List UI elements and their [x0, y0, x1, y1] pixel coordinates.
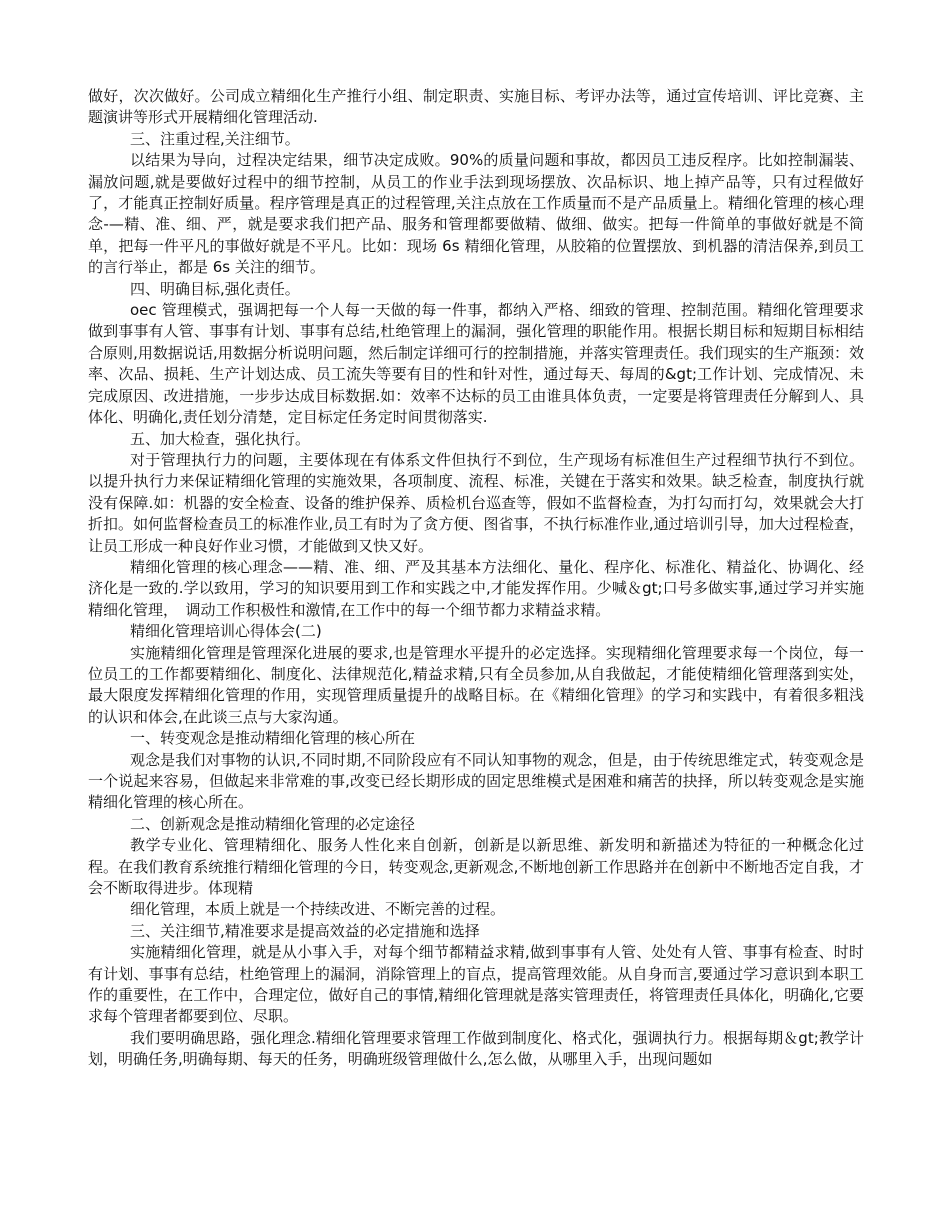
body-paragraph: 教学专业化、管理精细化、服务人性化来自创新，创新是以新思维、新发明和新描述为特征的一种概念化过程。在我们教育系统推行精细化管理的今日，转变观念,更新观念,不断地创新工作思路并在创新中不断地否定自我，才会不断取得进步。体现精 [88, 836, 864, 898]
paragraph-continuation: 做好，次次做好。公司成立精细化生产推行小组、制定职责、实施目标、考评办法等，通过宣传培训、评比竞赛、主题演讲等形式开展精细化管理活动. [88, 87, 864, 127]
body-paragraph: 我们要明确思路，强化理念.精细化管理要求管理工作做到制度化、格式化，强调执行力。根据每期＆gt;教学计划，明确任务,明确每期、每天的任务，明确班级管理做什么,怎么做，从哪里入手，出现问题如 [88, 1028, 864, 1069]
document-subtitle: 精细化管理培训心得体会(二) [130, 622, 322, 641]
section-heading: 四、明确目标,强化责任。 [130, 279, 300, 298]
section-heading: 三、关注细节,精准要求是提高效益的必定措施和选择 [130, 921, 480, 940]
body-paragraph: 对于管理执行力的问题，主要体现在有体系文件但执行不到位，生产现场有标准但生产过程细节执行不到位。以提升执行力来保证精细化管理的实施效果，各项制度、流程、标准，关键在于落实和效果。缺乏检查，制度执行就没有保障.如：机器的安全检查、设备的维护保养、质检机台巡查等，假如不监督检查，为打勾而打勾，效果就会大打折扣。如何监督检查员工的标准作业,员工有时为了贪方便、图省事，不执行标准作业,通过培训引导，加大过程检查，让员工形成一种良好作业习惯，才能做到又快又好。 [88, 450, 864, 555]
document-page [88, 86, 864, 1071]
body-paragraph: 精细化管理的核心理念——精、准、细、严及其基本方法细化、量化、程序化、标准化、精益化、协调化、经济化是一致的.学以致用，学习的知识要用到工作和实践之中,才能发挥作用。少喊＆gt;口号多做实事,通过学习并实施精细化管理， 调动工作积极性和激情,在工作中的每一个细节都力求精益求精。 [88, 557, 864, 619]
section-heading: 三、注重过程,关注细节。 [130, 129, 300, 148]
section-heading: 一、转变观念是推动精细化管理的核心所在 [130, 729, 416, 748]
body-paragraph: 细化管理，本质上就是一个持续改进、不断完善的过程。 [130, 900, 506, 919]
section-heading: 二、创新观念是推动精细化管理的必定途径 [130, 814, 416, 833]
body-paragraph: oec 管理模式，强调把每一个人每一天做的每一件事，都纳入严格、细致的管理、控制范围。精细化管理要求做到事事有人管、事事有计划、事事有总结,杜绝管理上的漏洞，强化管理的职能作用。根据长期目标和短期目标相结合原则,用数据说话,用数据分析说明问题，然后制定详细可行的控制措施，并落实管理责任。我们现实的生产瓶颈：效率、次品、损耗、生产计划达成、员工流失等要有目的性和针对性，通过每天、每周的&gt;工作计划、完成情况、未完成原因、改进措施，一步步达成目标数据.如：效率不达标的员工由谁具体负责，一定要是将管理责任分解到人、具体化、明确化,责任划分清楚，定目标定任务定时间贯彻落实. [88, 301, 864, 427]
body-paragraph: 实施精细化管理，就是从小事入手，对每个细节都精益求精,做到事事有人管、处处有人管、事事有检查、时时有计划、事事有总结，杜绝管理上的漏洞，消除管理上的盲点，提高管理效能。从自身而言,要通过学习意识到本职工作的重要性，在工作中，合理定位，做好自己的事情,精细化管理就是落实管理责任，将管理责任具体化，明确化,它要求每个管理者都要到位、尽职。 [88, 943, 864, 1026]
body-paragraph: 观念是我们对事物的认识,不同时期,不同阶段应有不同认知事物的观念，但是，由于传统思维定式，转变观念是一个说起来容易，但做起来非常难的事,改变已经长期形成的固定思维模式是困难和痛苦的抉择，所以转变观念是实施精细化管理的核心所在。 [88, 750, 864, 812]
body-paragraph: 实施精细化管理是管理深化进展的要求,也是管理水平提升的必定选择。实现精细化管理要求每一个岗位，每一位员工的工作都要精细化、制度化、法律规范化,精益求精,只有全员参加,从自我做起，才能使精细化管理落到实处，最大限度发挥精细化管理的作用，实现管理质量提升的战略目标。在《精细化管理》的学习和实践中，有着很多粗浅的认识和体会,在此谈三点与大家沟通。 [88, 643, 864, 726]
section-heading: 五、加大检查，强化执行。 [130, 429, 311, 448]
body-paragraph: 以结果为导向，过程决定结果，细节决定成败。90%的质量问题和事故，都因员工违反程序。比如控制漏装、漏放问题,就是要做好过程中的细节控制，从员工的作业手法到现场摆放、次品标识、地上掉产品等，只有过程做好了，才能真正控制好质量。程序管理是真正的过程管理,关注点放在工作质量而不是产品质量上。精细化管理的核心理念-—精、准、细、严，就是要求我们把产品、服务和管理都要做精、做细、做实。把每一件简单的事做好就是不简单，把每一件平凡的事做好就是不平凡。比如：现场 6s 精细化管理，从胶箱的位置摆放、到机器的清洁保养,到员工的言行举止，都是 6s 关注的细节。 [88, 151, 864, 277]
